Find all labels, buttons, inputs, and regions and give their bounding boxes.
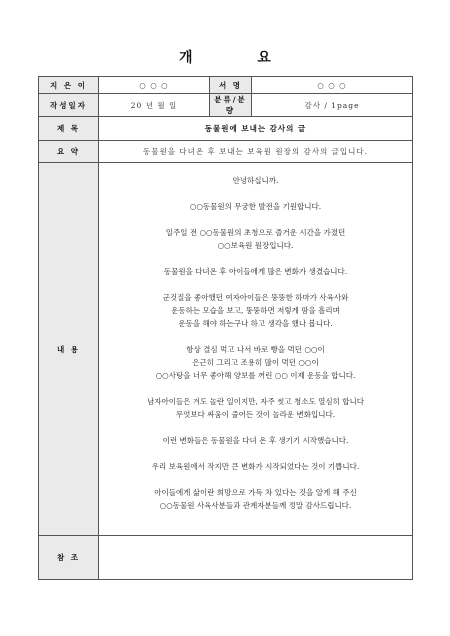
content-paragraph: 아이들에게 삶이란 희망으로 가득 차 있다는 것을 알게 해 주신 ○○동물원 사육사분들과 관계자분들께 정말 감사드립니다.: [154, 487, 357, 510]
content-paragraph: 우리 보육원에서 작지만 큰 변화가 시작되었다는 것이 기쁩니다.: [151, 461, 360, 471]
subject-value: 동물원에 보내는 감사의 글: [99, 117, 413, 141]
summary-label: 요 약: [39, 141, 99, 163]
author-label: 지 은 이: [39, 77, 99, 94]
summary-form-table: [38, 76, 413, 580]
subject-label: 제 목: [39, 117, 99, 141]
content-paragraph: 군것질을 좋아했던 여자아이들은 뚱뚱한 하마가 사육사와 운동하는 모습을 보고, 뚱뚱하면 저렇게 땀을 흘리며 운동을 해야 하는구나 하고 생각을 했나 봅니다.: [162, 292, 349, 328]
content-paragraph: 항상 결심 먹고 나서 바로 빵을 먹던 ○○이 은근히 그리고 조용히 많이 먹던 ○○이 ○○사탕을 너무 좋아해 양보를 꺼린 ○○ 이제 운동을 합니다.: [155, 344, 356, 380]
category-value: 감사 / 1page: [252, 94, 413, 117]
content-paragraph: 이런 변화들은 동물원을 다녀 온 후 생기기 시작했습니다.: [162, 435, 349, 445]
summary-row: [39, 141, 413, 163]
content-paragraph: 일주일 전 ○○동물원의 초청으로 즐거운 시간을 가졌던 ○○보육원 원장입니다.: [165, 227, 346, 250]
content-label: 내 용: [39, 163, 99, 536]
content-paragraph: ○○동물원의 무궁한 발전을 기원합니다.: [189, 201, 322, 211]
content-paragraph: 안녕하십니까.: [232, 175, 279, 185]
author-row: [39, 77, 413, 94]
reference-value: [99, 536, 413, 580]
date-row: [39, 94, 413, 117]
content-body: [99, 163, 413, 536]
content-row: [39, 163, 413, 536]
document-title: 개 요: [179, 50, 301, 66]
signature-label: 서 명: [210, 77, 252, 94]
date-value: 20 년 월 일: [99, 94, 210, 117]
date-label: 작성일자: [39, 94, 99, 117]
signature-value: ○ ○ ○: [252, 77, 413, 94]
reference-label: 참 조: [39, 536, 99, 580]
content-paragraph: 남자아이들은 겨도 놀란 일이지만, 자주 씻고 청소도 열심히 합니다 무엇보다 싸움이 줄어든 것이 놀라운 변화입니다.: [146, 396, 365, 419]
content-paragraph: 동물원을 다녀온 후 아이들에게 많은 변화가 생겼습니다.: [163, 266, 348, 276]
category-label: 분류/분량: [210, 94, 252, 117]
reference-row: [39, 536, 413, 580]
subject-row: [39, 117, 413, 141]
author-value: ○ ○ ○: [99, 77, 210, 94]
summary-value: 동물원을 다녀온 후 보내는 보육원 원장의 감사의 글입니다.: [99, 141, 413, 163]
